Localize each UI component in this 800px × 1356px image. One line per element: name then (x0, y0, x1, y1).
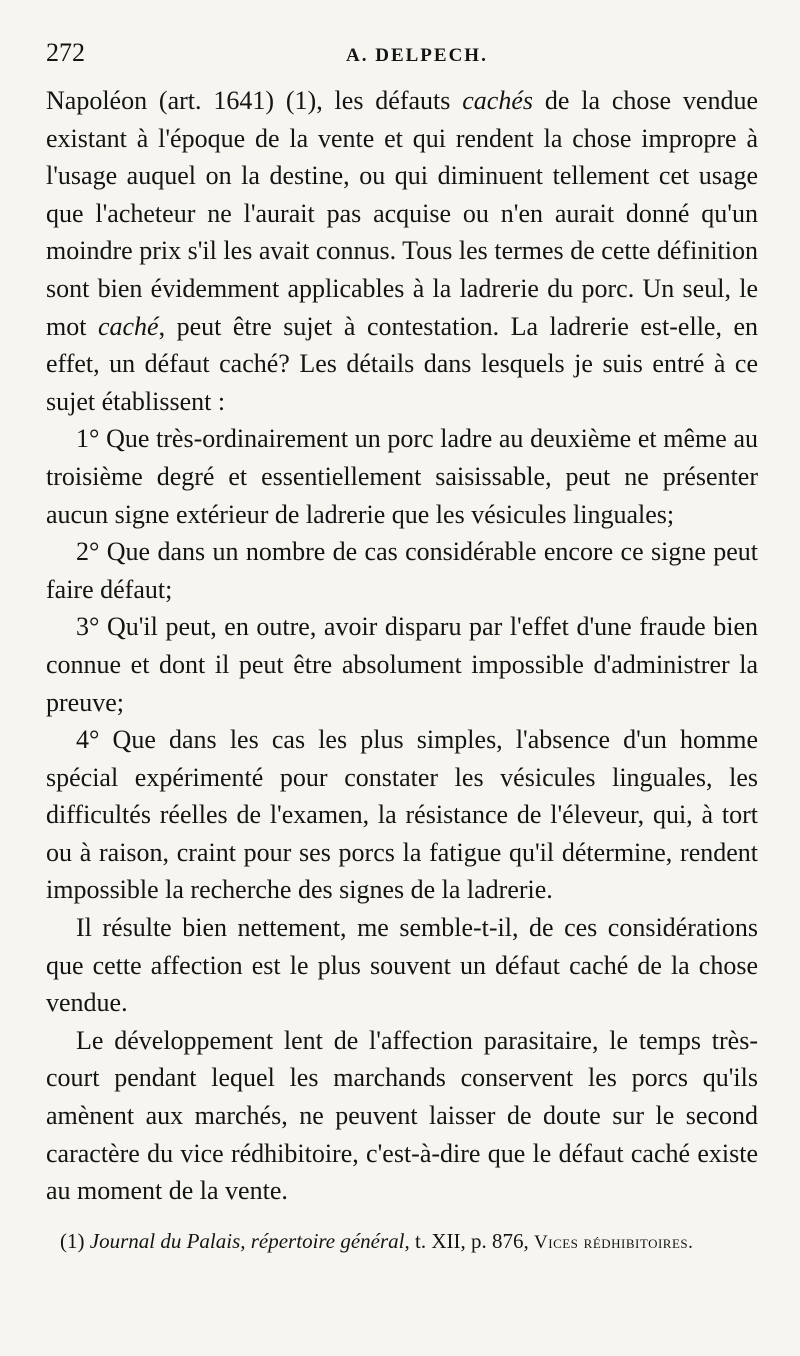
footnote (46, 1226, 758, 1258)
body-text (46, 82, 758, 1210)
page-number: 272 (46, 38, 85, 67)
footnote-marker: (1) (60, 1228, 90, 1253)
page-header (46, 38, 758, 82)
footnote-source: Journal du Palais, répertoire général (89, 1228, 405, 1253)
emphasis-cache: caché (97, 311, 159, 341)
paragraph-1-text-c: , peut être sujet à contestation. La ladrerie est-elle, en effet, un défaut caché? Les détails dans lesquels je suis entré à ce sujet établissent : (46, 311, 758, 416)
running-head: A. DELPECH. (346, 45, 488, 66)
footnote-topic: Vices rédhibitoires. (534, 1231, 694, 1253)
footnote-reference: , t. XII, p. 876, (404, 1228, 535, 1253)
emphasis-caches: cachés (462, 86, 533, 115)
list-item-1: 1° Que très-ordinairement un porc ladre au deuxième et même au troisième degré et essentiellement saisissable, peut ne présenter aucun signe extérieur de ladrerie que les vésicules linguales; (46, 424, 758, 529)
paragraph-1-text-a: Napoléon (art. 1641) (1), les défauts (46, 86, 463, 115)
list-item-4: 4° Que dans les cas les plus simples, l'absence d'un homme spécial expérimenté pour constater les vésicules linguales, les difficultés réelles de l'examen, la résistance de l'éleveur, qui, à tort ou à raison, craint pour ses porcs la fatigue qu'il détermine, rendent impossible la recherche des signes de la ladrerie. (46, 725, 758, 905)
paragraph-1-text-b: de la chose vendue existant à l'époque de la vente et qui rendent la chose impropre à l'usage auquel on la destine, ou qui diminuent tellement cet usage que l'acheteur ne l'aurait pas acquise ou n'en aurait donné qu'un moindre prix s'il les avait connus. Tous les termes de cette définition sont bien évidemment applicables à la ladrerie du porc. Un seul, le mot (46, 86, 758, 341)
paragraph-1 (46, 82, 758, 420)
paragraph-3: Le développement lent de l'affection parasitaire, le temps très-court pendant lequel les marchands conservent les porcs qu'ils amènent aux marchés, ne peuvent laisser de doute sur le second caractère du vice rédhibitoire, c'est-à-dire que le défaut caché existe au moment de la vente. (46, 1025, 758, 1206)
list-item-3: 3° Qu'il peut, en outre, avoir disparu par l'effet d'une fraude bien connue et dont il peut être absolument impossible d'administrer la preuve; (46, 612, 758, 717)
paragraph-2: Il résulte bien nettement, me semble-t-il, de ces considérations que cette affection est le plus souvent un défaut caché de la chose vendue. (46, 913, 758, 1018)
list-item-2: 2° Que dans un nombre de cas considérable encore ce signe peut faire défaut; (46, 537, 758, 604)
